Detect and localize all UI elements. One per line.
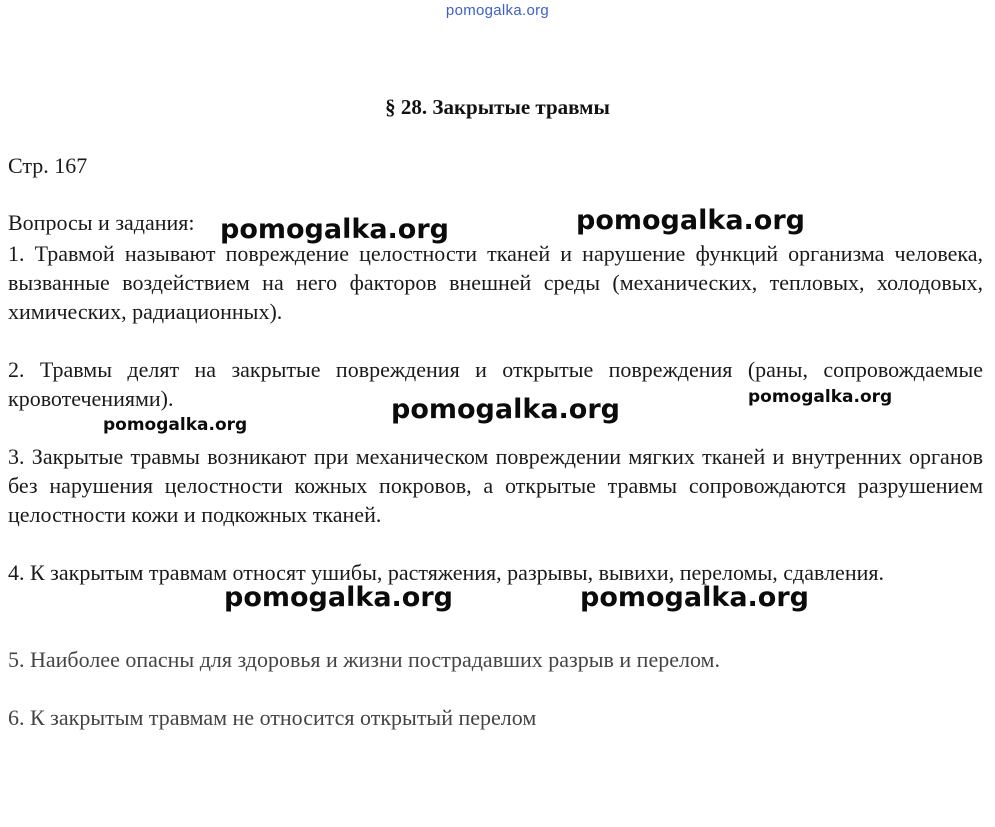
page-reference: Стр. 167 — [8, 153, 88, 178]
top-watermark: pomogalka.org — [445, 2, 550, 19]
answer-2: 2. Травмы делят на закрытые повреждения и открытые повреждения (раны, сопровождаемые кровотечениями). — [8, 357, 983, 411]
page-title: § 28. Закрытые травмы — [385, 95, 610, 119]
watermark-text: pomogalka.org — [391, 394, 620, 425]
watermark-text: pomogalka.org — [103, 415, 248, 435]
answer-3: 3. Закрытые травмы возникают при механическом повреждении мягких тканей и внутренних органов без нарушения целостности кожных покровов, а открытые травмы сопровождаются разрушением целостности кожи и подкожных тканей. — [8, 444, 983, 527]
answer-1: 1. Травмой называют повреждение целостности тканей и нарушение функций организма человека, вызванные воздействием на него факторов внешней среды (механических, тепловых, холодовых, химических, радиационных). — [8, 241, 983, 324]
answer-6: 6. К закрытым травмам не относится открытый перелом — [8, 705, 537, 730]
watermark-text: pomogalka.org — [580, 582, 809, 613]
watermark-text: pomogalka.org — [576, 205, 805, 236]
watermark-text: pomogalka.org — [220, 214, 449, 245]
answer-5: 5. Наиболее опасны для здоровья и жизни пострадавших разрыв и перелом. — [8, 647, 720, 672]
answer-4: 4. К закрытым травмам относят ушибы, растяжения, разрывы, вывихи, переломы, сдавления. — [8, 560, 884, 585]
section-label: Вопросы и задания: — [8, 210, 195, 235]
watermark-text: pomogalka.org — [224, 582, 453, 613]
watermark-text: pomogalka.org — [748, 387, 893, 407]
